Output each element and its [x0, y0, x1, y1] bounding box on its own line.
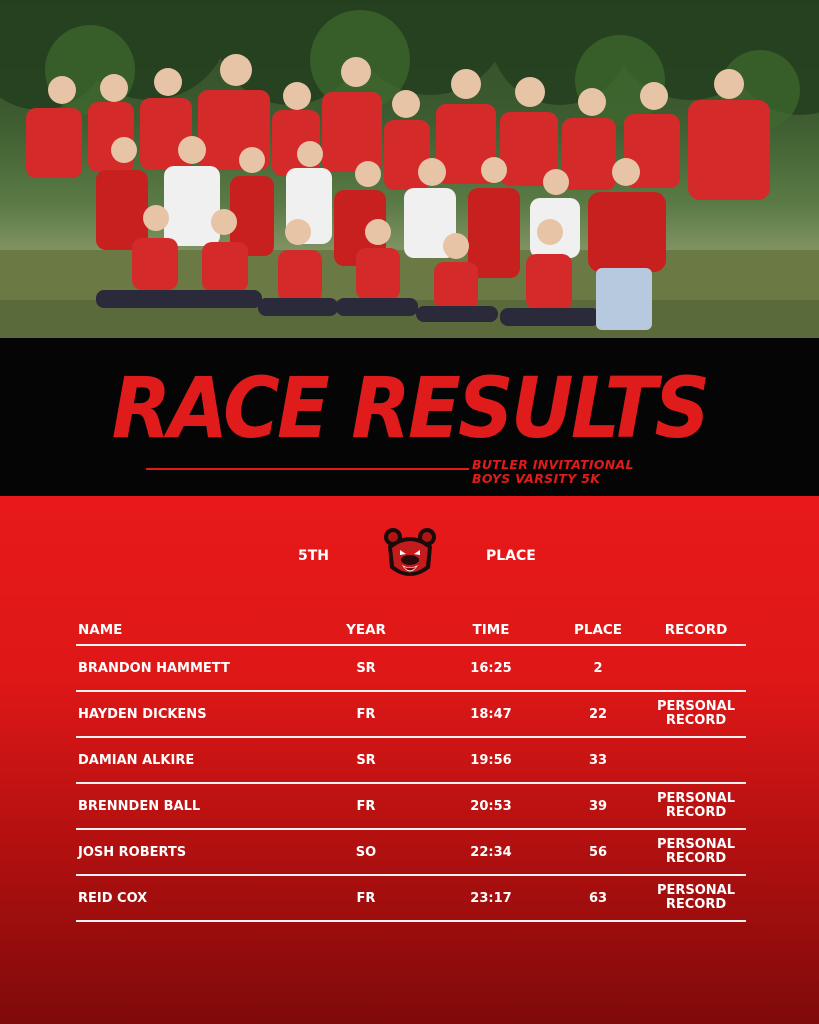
runner-year: FR	[356, 707, 376, 722]
header-time: TIME	[472, 622, 510, 638]
record-word: PERSONAL	[656, 699, 736, 714]
team-photo	[0, 0, 819, 338]
runner-name: HAYDEN DICKENS	[78, 707, 207, 722]
table-row	[76, 646, 746, 692]
header-year: YEAR	[346, 622, 386, 638]
runner-place: 56	[588, 845, 608, 860]
runner-record	[646, 884, 746, 912]
runner-place: 2	[593, 661, 603, 676]
table-row	[76, 692, 746, 738]
record-word: PERSONAL	[656, 837, 736, 852]
event-name: BUTLER INVITATIONAL	[472, 457, 634, 472]
runner-time: 16:25	[470, 661, 512, 676]
runner-name: BRENNDEN BALL	[78, 799, 201, 814]
runner-time: 23:17	[470, 891, 512, 906]
runner-name: JOSH ROBERTS	[78, 845, 187, 860]
table-row	[76, 784, 746, 830]
runner-place: 33	[588, 753, 608, 768]
record-word: RECORD	[665, 713, 727, 728]
runner-place: 63	[588, 891, 608, 906]
record-word: PERSONAL	[656, 883, 736, 898]
runner-year: SR	[356, 753, 376, 768]
runner-time: 20:53	[470, 799, 512, 814]
runner-place: 39	[588, 799, 608, 814]
event-subtitle	[472, 458, 634, 486]
table-row	[76, 738, 746, 784]
runner-place: 22	[588, 707, 608, 722]
runner-year: SR	[356, 661, 376, 676]
event-division: BOYS VARSITY 5K	[472, 471, 601, 486]
runner-record	[646, 792, 746, 820]
header-place: PLACE	[573, 622, 623, 638]
results-table	[76, 614, 746, 922]
results-section	[0, 496, 819, 1024]
runner-record	[646, 700, 746, 728]
title-band	[0, 338, 819, 496]
runner-time: 18:47	[470, 707, 512, 722]
runner-time: 22:34	[470, 845, 512, 860]
runner-year: FR	[356, 799, 376, 814]
runner-record	[646, 838, 746, 866]
table-row	[76, 876, 746, 922]
runner-year: SO	[355, 845, 377, 860]
results-table-header	[76, 614, 746, 646]
team-place-label: PLACE	[486, 548, 536, 564]
page-title: RACE RESULTS	[111, 359, 708, 457]
record-word: RECORD	[665, 897, 727, 912]
header-record: RECORD	[664, 622, 728, 638]
record-word: RECORD	[665, 805, 727, 820]
runner-time: 19:56	[470, 753, 512, 768]
record-word: RECORD	[665, 851, 727, 866]
runner-name: BRANDON HAMMETT	[78, 661, 230, 676]
table-row	[76, 830, 746, 876]
team-photo-illustration	[0, 0, 819, 338]
team-place-number: 5TH	[298, 548, 330, 564]
runner-name: DAMIAN ALKIRE	[78, 753, 195, 768]
title-underline	[146, 468, 469, 470]
bear-head-icon	[380, 524, 440, 584]
record-word: PERSONAL	[656, 791, 736, 806]
runner-year: FR	[356, 891, 376, 906]
header-name: NAME	[78, 622, 123, 638]
runner-name: REID COX	[78, 891, 148, 906]
